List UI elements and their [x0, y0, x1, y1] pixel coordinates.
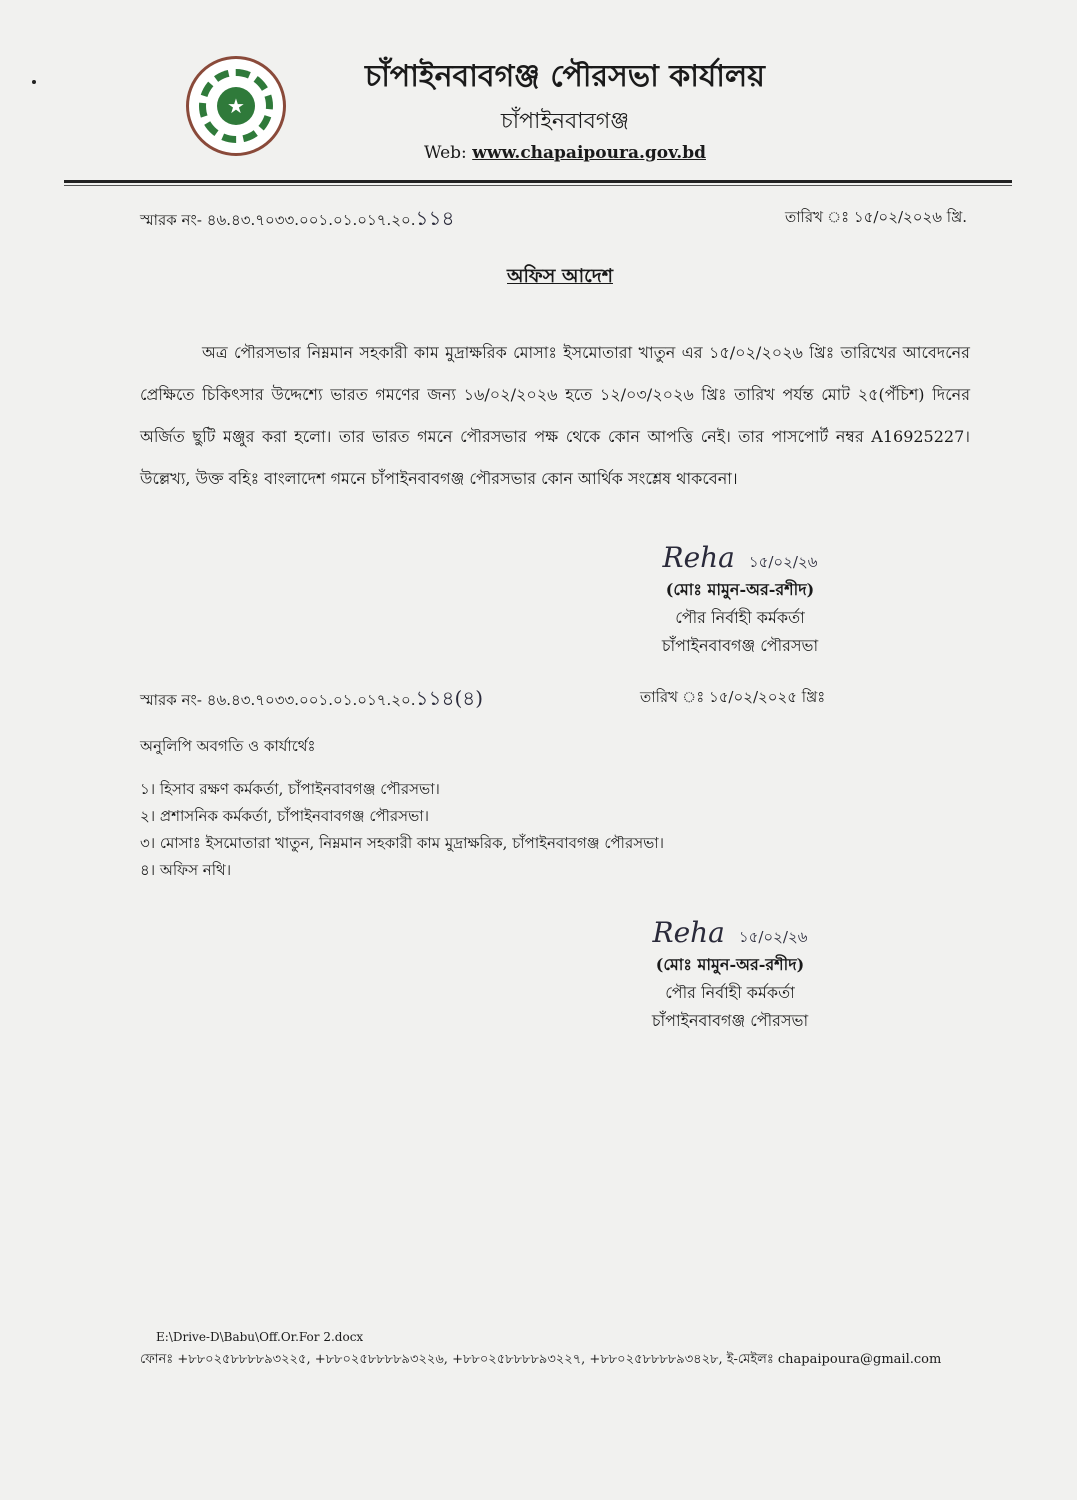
signatory-office: চাঁপাইনবাবগঞ্জ পৌরসভা: [661, 636, 819, 655]
memo-date: তারিখ ঃ ১৫/০২/২০২৬ খ্রি.: [784, 208, 967, 226]
memo-handwritten-number: ১১৪(৪): [415, 686, 484, 710]
copy-heading: অনুলিপি অবগতি ও কার্যার্থেঃ: [140, 737, 316, 755]
office-title: চাঁপাইনবাবগঞ্জ পৌরসভা কার্যালয়: [365, 59, 765, 94]
copy-list: [140, 776, 664, 884]
signature-block-2: [590, 915, 870, 1035]
copy-item: ১। হিসাব রক্ষণ কর্মকর্তা, চাঁপাইনবাবগঞ্জ পৌরসভা।: [140, 780, 440, 798]
signatory-designation: পৌর নির্বাহী কর্মকর্তা: [675, 608, 805, 627]
signature-date: ১৫/০২/২৬: [748, 553, 818, 571]
signatory-designation: পৌর নির্বাহী কর্মকর্তা: [665, 983, 795, 1002]
heading-text: অফিস আদেশ: [507, 265, 613, 287]
memo-handwritten-number: ১১৪: [415, 206, 455, 230]
copy-item: ২। প্রশাসনিক কর্মকর্তা, চাঁপাইনবাবগঞ্জ পৌরসভা।: [140, 807, 429, 825]
header-divider: [64, 180, 1012, 186]
memo-date-copy: তারিখ ঃ ১৫/০২/২০২৫ খ্রিঃ: [640, 688, 826, 706]
star-icon: ★: [217, 87, 255, 125]
signature-date: ১৫/০২/২৬: [738, 928, 808, 946]
memo-ref: স্মারক নং- ৪৬.৪৩.৭০৩৩.০০১.০১.০১৭.২০.: [140, 211, 416, 229]
website-link[interactable]: www.chapaipoura.gov.bd: [472, 143, 706, 163]
municipality-logo: [186, 56, 286, 156]
signature: Reha: [662, 541, 735, 574]
memo-ref: স্মারক নং- ৪৬.৪৩.৭০৩৩.০০১.০১.০১৭.২০.: [140, 691, 416, 709]
office-subtitle: চাঁপাইনবাবগঞ্জ: [500, 109, 630, 134]
signatory-office: চাঁপাইনবাবগঞ্জ পৌরসভা: [651, 1011, 809, 1030]
document-heading: [360, 262, 760, 294]
signatory-name: (মোঃ মামুন-অর-রশীদ): [665, 580, 815, 599]
signature-row: [590, 915, 870, 951]
signature: Reha: [652, 916, 725, 949]
speck: [32, 80, 36, 84]
contact-info: ফোনঃ +৮৮০২৫৮৮৮৮৯৩২২৫, +৮৮০২৫৮৮৮৮৯৩২২৬, +৮৮০২৫৮৮৮৮৯৩২২৭, +৮৮০২৫৮৮৮৮৯৩৪২৮, ই-মেইলঃ chapaipoura@gmail.com: [140, 1352, 942, 1367]
file-path: E:\Drive-D\Babu\Off.Or.For 2.docx: [156, 1330, 364, 1344]
order-body: অত্র পৌরসভার নিম্নমান সহকারী কাম মুদ্রাক্ষরিক মোসাঃ ইসমোতারা খাতুন এর ১৫/০২/২০২৬ খ্রিঃ তারিখের আবেদনের প্রেক্ষিতে চিকিৎসার উদ্দেশ্যে ভারত গমণের জন্য ১৬/০২/২০২৬ হতে ১২/০৩/২০২৬ খ্রিঃ তারিখ পর্যন্ত মোট ২৫(পঁচিশ) দিনের অর্জিত ছুটি মঞ্জুর করা হলো। তার ভারত গমনে পৌরসভার পক্ষ থেকে কোন আপত্তি নেই। তার পাসপোর্ট নম্বর A16925227। উল্লেখ্য, উক্ত বহিঃ বাংলাদেশ গমনে চাঁপাইনবাবগঞ্জ পৌরসভার কোন আর্থিক সংশ্লেষ থাকবেনা।: [140, 343, 970, 488]
web-label: Web:: [424, 143, 467, 163]
memo-number-copy: [140, 684, 483, 717]
copy-item: ৩। মোসাঃ ইসমোতারা খাতুন, নিম্নমান সহকারী কাম মুদ্রাক্ষরিক, চাঁপাইনবাবগঞ্জ পৌরসভা।: [140, 834, 664, 852]
signature-block-1: [600, 540, 880, 660]
signature-row: [600, 540, 880, 576]
signatory-name: (মোঃ মামুন-অর-রশীদ): [655, 955, 805, 974]
website-line: [300, 143, 830, 163]
copy-item: ৪। অফিস নথি।: [140, 861, 232, 879]
memo-number: [140, 204, 454, 237]
